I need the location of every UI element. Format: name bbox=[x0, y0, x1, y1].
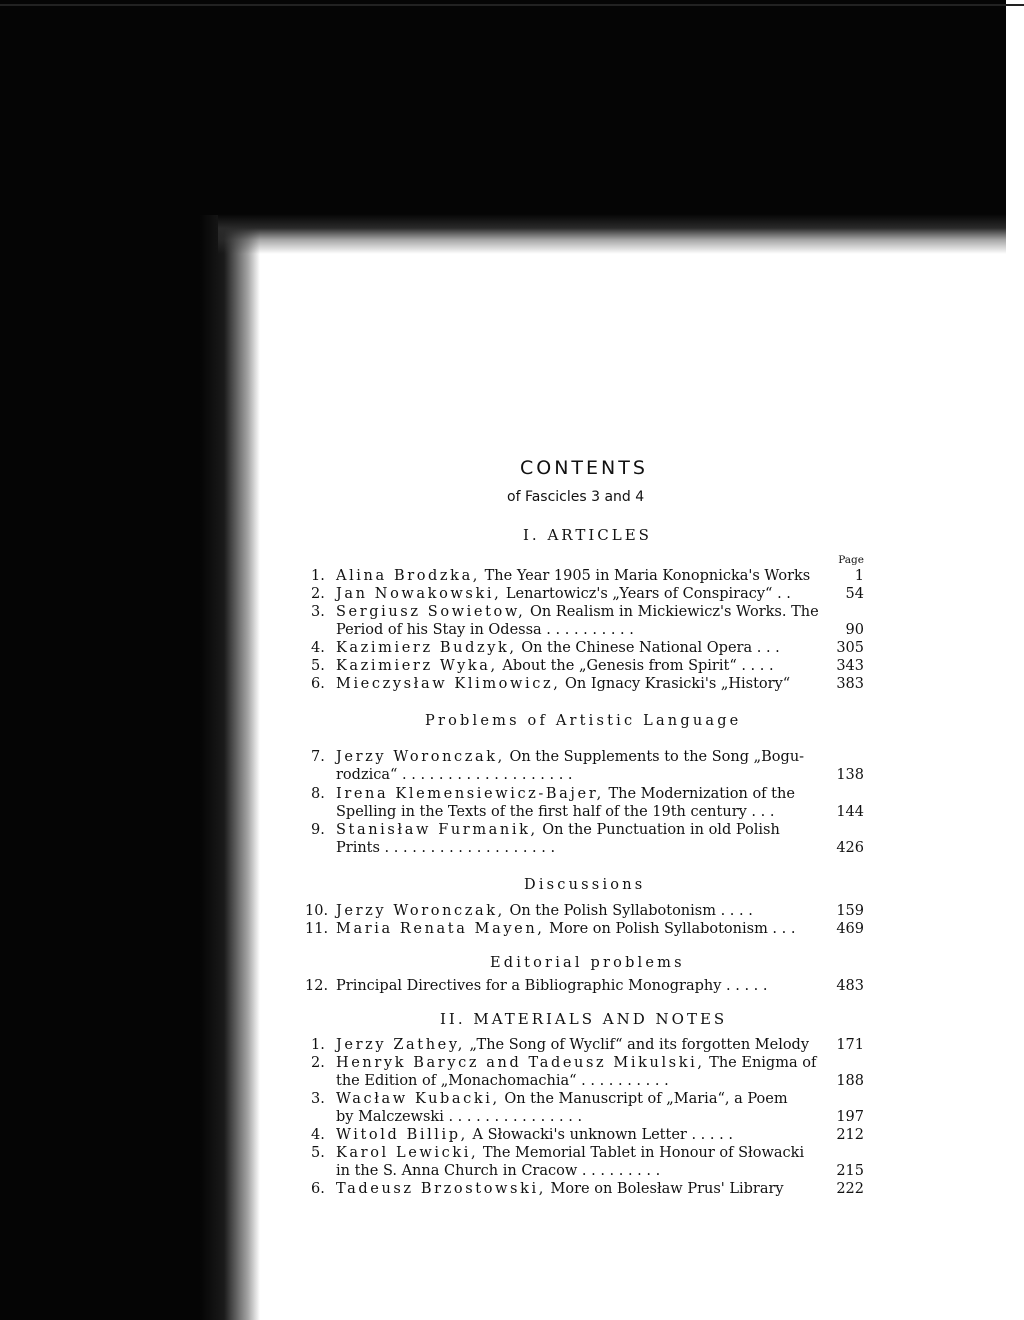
entry-author: Kazimierz Budzyk, bbox=[336, 640, 517, 656]
toc-entry-3 bbox=[336, 603, 819, 621]
entry-page: 138 bbox=[836, 767, 864, 783]
entry-number: 3. bbox=[311, 604, 325, 620]
entry-title: On the Chinese National Opera . . . bbox=[521, 640, 780, 656]
entry-page: 215 bbox=[836, 1163, 864, 1179]
entry-page: 305 bbox=[836, 640, 864, 656]
toc-entry-1 bbox=[336, 567, 810, 585]
entry-title: The Modernization of the bbox=[608, 786, 795, 802]
toc-entry-m3 bbox=[336, 1090, 788, 1108]
entry-title: More on Polish Syllabotonism . . . bbox=[549, 921, 796, 937]
entry-author: Kazimierz Wyka, bbox=[336, 658, 498, 674]
toc-entry-9 bbox=[336, 821, 780, 839]
entry-page: 1 bbox=[854, 568, 864, 584]
entry-page: 188 bbox=[836, 1073, 864, 1089]
toc-entry-5 bbox=[336, 657, 774, 675]
entry-number: 6. bbox=[311, 1181, 325, 1197]
entry-page: 144 bbox=[836, 804, 864, 820]
entry-author: Maria Renata Mayen, bbox=[336, 921, 545, 937]
entry-author: Stanisław Furmanik, bbox=[336, 822, 538, 838]
entry-title: About the „Genesis from Spirit“ . . . . bbox=[502, 658, 774, 674]
entry-title-continued: the Edition of „Monachomachia“ . . . . . . . . . . bbox=[336, 1073, 669, 1089]
toc-entry-8 bbox=[336, 785, 795, 803]
entry-page: 197 bbox=[836, 1109, 864, 1125]
entry-number: 1. bbox=[311, 1037, 325, 1053]
entry-number: 4. bbox=[311, 640, 325, 656]
entry-author: Jan Nowakowski, bbox=[336, 586, 502, 602]
toc-entry-12: Principal Directives for a Bibliographic Monography . . . . . bbox=[336, 978, 768, 994]
toc-entry-6 bbox=[336, 675, 790, 693]
entry-number: 2. bbox=[311, 586, 325, 602]
page-subtitle: of Fascicles 3 and 4 bbox=[507, 489, 645, 505]
entry-title: A Słowacki's unknown Letter . . . . . bbox=[472, 1127, 733, 1143]
entry-title: More on Bolesław Prus' Library bbox=[550, 1181, 784, 1197]
toc-entry-10 bbox=[336, 902, 753, 920]
entry-page: 159 bbox=[836, 903, 864, 919]
entry-number: 7. bbox=[311, 749, 325, 765]
entry-author: Witold Billip, bbox=[336, 1127, 468, 1143]
entry-number: 3. bbox=[311, 1091, 325, 1107]
page-title: CONTENTS bbox=[520, 457, 648, 479]
entry-number: 11. bbox=[305, 921, 329, 937]
entry-number: 5. bbox=[311, 658, 325, 674]
section-heading-materials: II. MATERIALS AND NOTES bbox=[440, 1010, 728, 1028]
toc-entry-m5 bbox=[336, 1144, 804, 1162]
subsection-heading-discussions: Discussions bbox=[524, 877, 646, 893]
entry-author: Tadeusz Brzostowski, bbox=[336, 1181, 546, 1197]
entry-page: 222 bbox=[836, 1181, 864, 1197]
subsection-heading-problems: Problems of Artistic Language bbox=[425, 713, 742, 729]
entry-title: On Realism in Mickiewicz's Works. The bbox=[529, 604, 819, 620]
entry-title: On the Polish Syllabotonism . . . . bbox=[509, 903, 753, 919]
entry-title-continued: rodzica“ . . . . . . . . . . . . . . . . . . . bbox=[336, 767, 573, 783]
entry-author: Mieczysław Klimowicz, bbox=[336, 676, 561, 692]
entry-title-continued: Period of his Stay in Odessa . . . . . . . . . . bbox=[336, 622, 634, 638]
entry-title-continued: by Malczewski . . . . . . . . . . . . . . . bbox=[336, 1109, 583, 1125]
entry-title: On Ignacy Krasicki's „History“ bbox=[565, 676, 791, 692]
entry-title: The Enigma of bbox=[709, 1055, 817, 1071]
entry-number: 1. bbox=[311, 568, 325, 584]
entry-page: 383 bbox=[836, 676, 864, 692]
entry-title-continued: Spelling in the Texts of the first half of the 19th century . . . bbox=[336, 804, 775, 820]
toc-entry-m1 bbox=[336, 1036, 809, 1054]
entry-title-continued: Prints . . . . . . . . . . . . . . . . . . . bbox=[336, 840, 556, 856]
entry-number: 5. bbox=[311, 1145, 325, 1161]
entry-title-continued: in the S. Anna Church in Cracow . . . . . . . . . bbox=[336, 1163, 661, 1179]
entry-author: Karol Lewicki, bbox=[336, 1145, 479, 1161]
entry-page: 54 bbox=[845, 586, 864, 602]
entry-page: 469 bbox=[836, 921, 864, 937]
toc-entry-4 bbox=[336, 639, 780, 657]
entry-number: 8. bbox=[311, 786, 325, 802]
entry-number: 2. bbox=[311, 1055, 325, 1071]
entry-author: Jerzy Woronczak, bbox=[336, 903, 505, 919]
entry-title: On the Punctuation in old Polish bbox=[542, 822, 780, 838]
toc-entry-11 bbox=[336, 920, 795, 938]
entry-title: The Year 1905 in Maria Konopnicka's Works bbox=[484, 568, 811, 584]
entry-title: On the Manuscript of „Maria“, a Poem bbox=[504, 1091, 788, 1107]
entry-author: Henryk Barycz and Tadeusz Mikulski, bbox=[336, 1055, 705, 1071]
entry-title: „The Song of Wyclif“ and its forgotten Melody bbox=[469, 1037, 810, 1053]
entry-page: 171 bbox=[836, 1037, 864, 1053]
entry-page: 343 bbox=[836, 658, 864, 674]
entry-title: On the Supplements to the Song „Bogu- bbox=[509, 749, 805, 765]
entry-author: Sergiusz Sowietow, bbox=[336, 604, 526, 620]
entry-author: Irena Klemensiewicz-Bajer, bbox=[336, 786, 604, 802]
page-column-label: Page bbox=[838, 554, 864, 566]
entry-number: 6. bbox=[311, 676, 325, 692]
entry-number: 9. bbox=[311, 822, 325, 838]
entry-page: 212 bbox=[836, 1127, 864, 1143]
entry-page: 90 bbox=[845, 622, 864, 638]
entry-number: 4. bbox=[311, 1127, 325, 1143]
entry-number: 12. bbox=[305, 978, 329, 994]
toc-entry-m4 bbox=[336, 1126, 733, 1144]
entry-title: The Memorial Tablet in Honour of Słowacki bbox=[482, 1145, 805, 1161]
entry-page: 426 bbox=[836, 840, 864, 856]
toc-entry-7 bbox=[336, 748, 804, 766]
entry-author: Alina Brodzka, bbox=[336, 568, 481, 584]
toc-entry-m6 bbox=[336, 1180, 784, 1198]
entry-author: Wacław Kubacki, bbox=[336, 1091, 500, 1107]
subsection-heading-editorial: Editorial problems bbox=[490, 955, 685, 971]
toc-entry-2 bbox=[336, 585, 791, 603]
entry-title: Lenartowicz's „Years of Conspiracy“ . . bbox=[505, 586, 791, 602]
entry-author: Jerzy Woronczak, bbox=[336, 749, 505, 765]
section-heading-articles: I. ARTICLES bbox=[523, 526, 652, 544]
entry-page: 483 bbox=[836, 978, 864, 994]
entry-author: Jerzy Zathey, bbox=[336, 1037, 465, 1053]
toc-entry-m2 bbox=[336, 1054, 816, 1072]
entry-number: 10. bbox=[305, 903, 329, 919]
